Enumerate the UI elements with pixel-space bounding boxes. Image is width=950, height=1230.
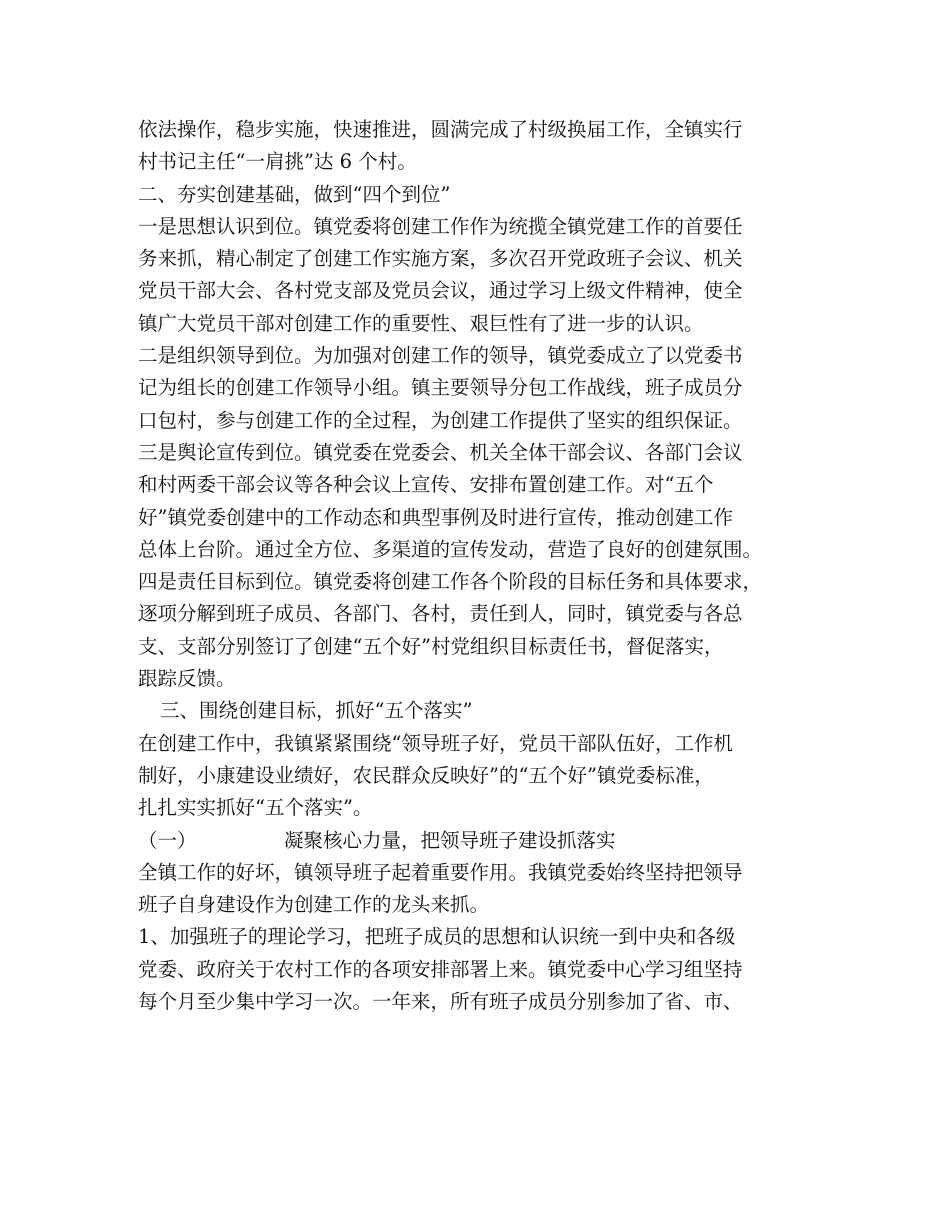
body-text-line: 务来抓，精心制定了创建工作实施方案，多次召开党政班子会议、机关 [138, 247, 743, 271]
sub-heading-text: 凝聚核心力量，把领导班子建设抓落实 [284, 828, 616, 852]
body-text-line: 二是组织领导到位。为加强对创建工作的领导，镇党委成立了以党委书 [138, 344, 743, 368]
section-heading: 二、夯实创建基础，做到“四个到位” [138, 182, 451, 206]
body-text-line: 镇广大党员干部对创建工作的重要性、艰巨性有了进一步的认识。 [138, 311, 704, 335]
body-text-line: 逐项分解到班子成员、各部门、各村，责任到人，同时，镇党委与各总 [138, 602, 743, 626]
body-text-line: 支、支部分别签订了创建“五个好”村党组织目标责任书，督促落实， [138, 634, 724, 658]
body-text-line: 全镇工作的好坏，镇领导班子起着重要作用。我镇党委始终坚持把领导 [138, 860, 743, 884]
body-text-line: 口包村，参与创建工作的全过程，为创建工作提供了坚实的组织保证。 [138, 408, 743, 432]
body-text-line: 每个月至少集中学习一次。一年来，所有班子成员分别参加了省、市、 [138, 990, 743, 1014]
body-text-line: 好”镇党委创建中的工作动态和典型事例及时进行宣传，推动创建工作 [138, 505, 733, 529]
sub-heading-number: （一） [138, 828, 197, 852]
body-text-line: 村书记主任“一肩挑”达 6 个村。 [138, 150, 417, 174]
body-text-line: 党员干部大会、各村党支部及党员会议，通过学习上级文件精神，使全 [138, 279, 743, 303]
body-text-line: 和村两委干部会议等各种会议上宣传、安排布置创建工作。对“五个 [138, 473, 714, 497]
body-text-line: 一是思想认识到位。镇党委将创建工作作为统揽全镇党建工作的首要任 [138, 214, 743, 238]
body-text-line: 扎扎实实抓好“五个落实”。 [138, 796, 373, 820]
document-page [138, 114, 828, 1018]
body-text-line: 依法操作，稳步实施，快速推进，圆满完成了村级换届工作，全镇实行 [138, 118, 743, 141]
body-text-line: 三是舆论宣传到位。镇党委在党委会、机关全体干部会议、各部门会议 [138, 440, 743, 464]
section-heading: 三、围绕创建目标，抓好“五个落实” [160, 699, 473, 723]
body-text-line: 四是责任目标到位。镇党委将创建工作各个阶段的目标任务和具体要求， [138, 570, 763, 594]
body-text-line: 总体上台阶。通过全方位、多渠道的宣传发动，营造了良好的创建氛围。 [138, 537, 763, 561]
body-text-line: 记为组长的创建工作领导小组。镇主要领导分包工作战线，班子成员分 [138, 376, 743, 400]
body-text-line: 1、加强班子的理论学习，把班子成员的思想和认识统一到中央和各级 [138, 925, 736, 949]
body-text-line: 党委、政府关于农村工作的各项安排部署上来。镇党委中心学习组坚持 [138, 957, 743, 981]
body-text-line: 班子自身建设作为创建工作的龙头来抓。 [138, 893, 490, 917]
body-text-line: 跟踪反馈。 [138, 667, 236, 691]
body-text-line: 制好，小康建设业绩好，农民群众反映好”的“五个好”镇党委标准， [138, 763, 714, 787]
body-text-line: 在创建工作中，我镇紧紧围绕“领导班子好，党员干部队伍好，工作机 [138, 731, 733, 755]
sub-heading [138, 825, 828, 857]
